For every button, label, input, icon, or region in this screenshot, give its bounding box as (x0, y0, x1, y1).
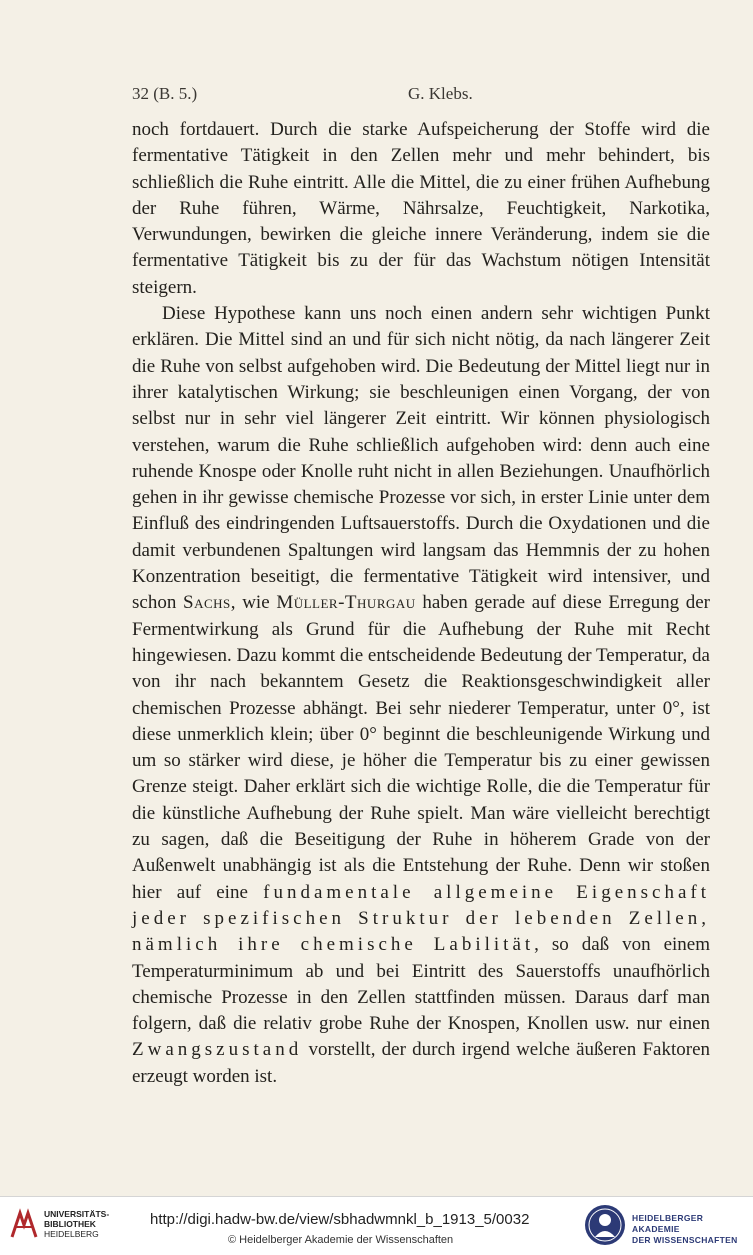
spaced-emphasis-1: fundamentale allgemeine Eigenschaft jeder spezifischen Struktur der lebenden Zellen, nämlich ihre chemische Labilität (132, 881, 710, 956)
copyright-notice: © Heidelberger Akademie der Wissenschaften (228, 1234, 454, 1246)
paragraph-1: noch fortdauert. Durch die starke Aufspeicherung der Stoffe wird die fermentative Tätigkeit in den Zellen mehr und mehr behindert, bis schließlich die Ruhe eintritt. Alle die Mittel, die zu einer frühen Aufhebung der Ruhe führen, Wärme, Nährsalze, Feuchtigkeit, Narkotika, Verwundungen, bewirken die gleiche innere Veränderung, indem sie die fermentative Tätigkeit bis zu der für das Wachstum nötigen Intensität steigern. (132, 119, 710, 298)
page-label: 32 (B. 5.) (132, 84, 198, 103)
paragraph-2-part-e: vorstellt, der durch irgend welche äußeren Faktoren erzeugt worden ist. (132, 1039, 711, 1087)
permalink-url[interactable]: http://digi.hadw-bw.de/view/sbhadwmnkl_b_1913_5/0032 (150, 1211, 530, 1228)
paragraph-2-part-b: , wie (230, 592, 270, 614)
body-text (132, 117, 710, 1090)
academy-seal-icon (583, 1203, 627, 1247)
author-name: G. Klebs. (408, 84, 473, 103)
academy-name: HEIDELBERGER AKADEMIE DER WISSENSCHAFTEN (632, 1213, 738, 1245)
university-library-logo (6, 1205, 42, 1245)
paragraph-2-part-c: haben gerade auf diese Erregung der Fermentwirkung als Grund für die Aufhebung der Ruhe mit Recht hingewiesen. Dazu kommt die entscheidende Bedeutung der Temperatur, da von ihr nach bekanntem Gesetz die Reaktionsgeschwindigkeit aller chemischen Prozesse abhängt. Bei sehr niederer Temperatur, unter 0°, ist diese unmerklich klein; über 0° beginnt die beschleunigende Wirkung und um so stärker wird diese, je höher die Temperatur bis zu einer gewissen Grenze steigt. Daher erklärt sich die wichtige Rolle, die die Temperatur für die künstliche Aufhebung der Ruhe spielt. Man wäre vielleicht berechtigt zu sagen, daß die Beseitigung der Ruhe in höherem Grade von der Außenwelt unabhängig ist als die Entstehung der Ruhe. Denn wir stoßen hier auf eine (132, 592, 711, 903)
footer-bar (0, 1196, 753, 1255)
spaced-emphasis-2: Zwangszustand (132, 1039, 303, 1061)
running-header (132, 84, 710, 108)
name-mueller-thurgau: Müller-Thurgau (276, 592, 416, 614)
university-library-name: UNIVERSITÄTS- BIBLIOTHEK HEIDELBERG (44, 1209, 110, 1239)
paragraph-2-part-d: , so daß von einem Temperaturminimum ab und bei Eintritt des Sauerstoffs unaufhörlich chemische Prozesse in den Zellen stattfinden müssen. Daraus darf man folgern, daß die relativ grobe Ruhe der Knospen, Knollen usw. nur einen (132, 934, 710, 1035)
name-sachs: Sachs (183, 592, 231, 614)
paragraph-2 (132, 301, 710, 1090)
paragraph-2-part-a: Diese Hypothese kann uns noch einen andern sehr wichtigen Punkt erklären. Die Mittel sind an und für sich nicht nötig, da nach längerer Zeit die Ruhe von selbst aufgehoben wird. Die Bedeutung der Mittel liegt nur in ihrer katalytischen Wirkung; sie beschleunigen einen Vorgang, der von selbst nur in sehr viel längerer Zeit eintritt. Wir können physiologisch verstehen, warum die Ruhe schließlich aufgehoben wird: denn auch eine ruhende Knospe oder Knolle ruht nicht in allen Beziehungen. Unaufhörlich gehen in ihr gewisse chemische Prozesse vor sich, in erster Linie unter dem Einfluß des eindringenden Luftsauerstoffs. Durch die Oxydationen und die damit verbundenen Spaltungen wird langsam das Hemmnis der zu hohen Konzentration beseitigt, die fermentative Tätigkeit wird intensiver, und schon (132, 303, 710, 614)
